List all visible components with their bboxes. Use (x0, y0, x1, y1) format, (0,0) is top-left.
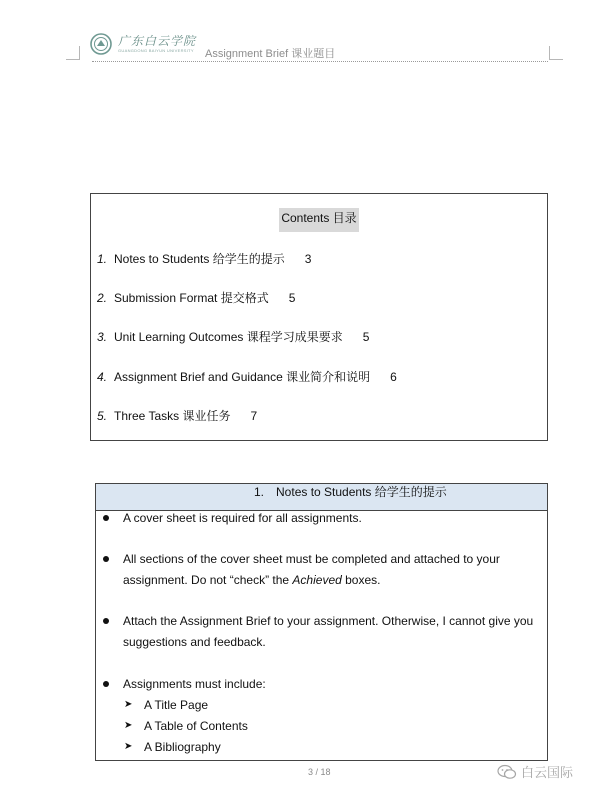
watermark-text: 白云国际 (521, 765, 574, 780)
university-logo (90, 33, 196, 55)
toc-item[interactable] (97, 368, 397, 385)
bullet-icon (103, 515, 109, 521)
notes-section-label: Notes to Students 给学生的提示 (276, 485, 447, 499)
bullet-icon (103, 618, 109, 624)
required-item: A Table of Contents (144, 719, 248, 733)
university-seal-icon (90, 33, 112, 55)
header-title: Assignment Brief 课业题目 (205, 48, 336, 60)
toc-item-number: 4. (97, 370, 108, 384)
toc-item-number: 3. (97, 330, 108, 344)
header-divider (92, 61, 548, 62)
note-line: suggestions and feedback. (123, 635, 266, 649)
required-item: A Bibliography (144, 740, 221, 754)
toc-item[interactable] (97, 250, 311, 267)
page-number: 3 / 18 (308, 767, 331, 777)
note-line (123, 570, 500, 591)
bullet-icon (103, 681, 109, 687)
notes-section-title (254, 485, 447, 500)
arrow-bullet-icon: ➤ (124, 741, 133, 752)
toc-item[interactable] (97, 328, 369, 345)
note-fragment: assignment. Do not “check” the (123, 573, 293, 587)
note-line: All sections of the cover sheet must be completed and attached to your (123, 552, 500, 566)
note-emphasis: Achieved (292, 573, 342, 587)
toc-item[interactable] (97, 407, 257, 424)
notes-section-number: 1. (254, 485, 265, 499)
watermark (497, 762, 573, 781)
toc-item-label: Three Tasks 课业任务 (114, 409, 231, 423)
toc-item-label: Assignment Brief and Guidance 课业简介和说明 (114, 370, 371, 384)
arrow-bullet-icon: ➤ (124, 720, 133, 731)
crop-mark-top-left (66, 46, 80, 60)
toc-item-label: Submission Format 提交格式 (114, 291, 269, 305)
toc-item-page: 3 (304, 252, 312, 266)
note-text (123, 549, 500, 591)
note-text (123, 611, 533, 653)
note-text: Assignments must include: (123, 677, 266, 691)
toc-item-page: 7 (250, 409, 258, 423)
bullet-icon (103, 556, 109, 562)
note-fragment: boxes. (341, 573, 381, 587)
note-text: A cover sheet is required for all assignments. (123, 511, 362, 525)
toc-item-label: Unit Learning Outcomes 课程学习成果要求 (114, 330, 343, 344)
logo-chinese-name: 广东白云学院 (118, 34, 197, 48)
arrow-bullet-icon: ➤ (124, 699, 133, 710)
toc-item-page: 6 (390, 370, 397, 384)
chat-bubble-icon (497, 764, 517, 780)
contents-heading: Contents 目录 (279, 208, 359, 232)
note-line: Attach the Assignment Brief to your assignment. Otherwise, I cannot give you (123, 614, 534, 628)
logo-english-name: GUANGDONG BAIYUN UNIVERSITY (118, 48, 194, 53)
toc-item-label: Notes to Students 给学生的提示 (114, 252, 285, 266)
toc-item-number: 2. (97, 291, 108, 305)
required-item: A Title Page (144, 698, 209, 712)
toc-item-page: 5 (362, 330, 370, 344)
toc-item-number: 1. (97, 252, 108, 266)
crop-mark-top-right (549, 46, 563, 60)
toc-item-page: 5 (288, 291, 296, 305)
toc-item-number: 5. (97, 409, 108, 423)
toc-item[interactable] (97, 289, 295, 306)
